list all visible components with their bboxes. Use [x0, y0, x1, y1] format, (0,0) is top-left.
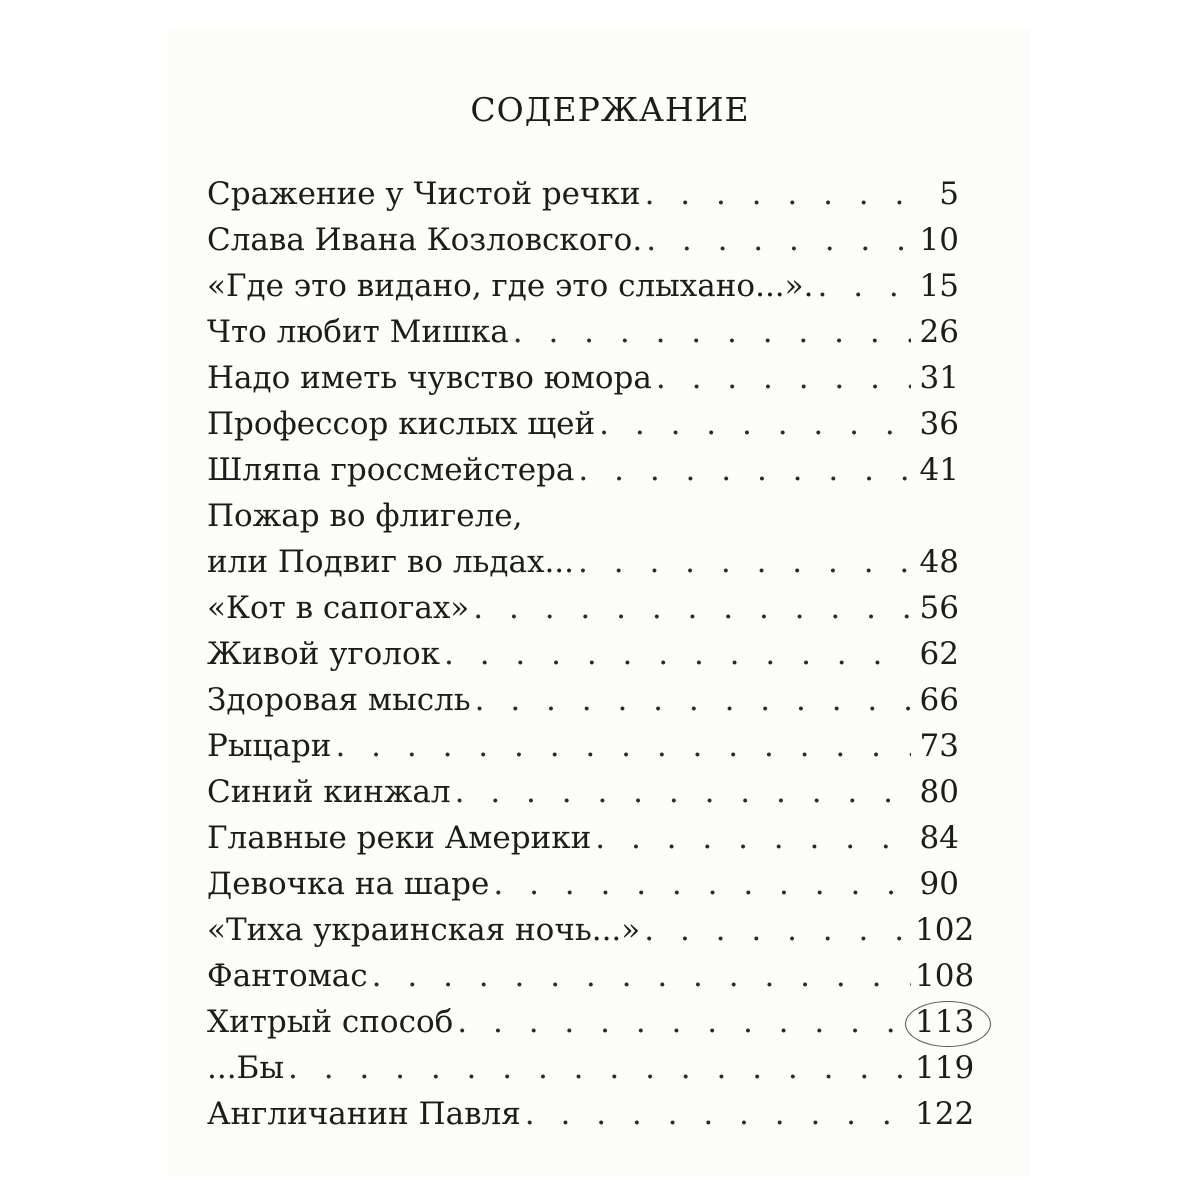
toc-entry	[207, 999, 975, 1045]
toc-entry	[207, 355, 959, 401]
entry-title: Хитрый способ	[207, 1004, 454, 1040]
entry-title: Надо иметь чувство юмора	[207, 360, 652, 396]
entry-title: или Подвиг во льдах...	[207, 544, 575, 580]
entry-title: «Тиха украинская ночь...»	[207, 912, 641, 948]
toc-entry	[207, 861, 959, 907]
dot-leader	[644, 907, 911, 953]
entry-title: Профессор кислых щей	[207, 406, 596, 442]
entry-title: Девочка на шаре	[207, 866, 490, 902]
entry-title: Главные реки Америки	[207, 820, 592, 856]
toc-entry	[207, 585, 959, 631]
dot-leader	[513, 309, 911, 355]
toc-entry	[207, 171, 959, 217]
page-number: 73	[919, 728, 959, 764]
entry-title: Живой уголок	[207, 636, 440, 672]
entry-title: Рыцари	[207, 728, 332, 764]
page-number: 84	[919, 820, 959, 856]
entry-title: Англичанин Павля	[207, 1096, 521, 1132]
toc-entry	[207, 447, 959, 493]
page-title: СОДЕРЖАНИЕ	[470, 90, 750, 129]
toc-entry	[207, 907, 975, 953]
page-number: 48	[919, 544, 959, 580]
dot-leader	[455, 769, 911, 815]
entry-title: Шляпа гроссмейстера	[207, 452, 575, 488]
page-number: 15	[919, 268, 959, 304]
page-number: 26	[919, 314, 959, 350]
entry-title: «Кот в сапогах»	[207, 590, 470, 626]
page-number: 10	[919, 222, 959, 258]
entry-title: Что любит Мишка	[207, 314, 509, 350]
page-number: 80	[919, 774, 959, 810]
page-number: 62	[919, 636, 959, 672]
entry-title: Синий кинжал	[207, 774, 451, 810]
toc-entry	[207, 1091, 975, 1137]
toc-entry	[207, 401, 959, 447]
dot-leader	[473, 585, 911, 631]
page-number: 119	[915, 1050, 975, 1086]
dot-leader	[578, 539, 911, 585]
dot-leader	[578, 447, 911, 493]
entry-title: «Где это видано, где это слыхано...».	[207, 268, 814, 304]
toc-entry	[207, 309, 959, 355]
dot-leader	[817, 263, 911, 309]
page-number: 36	[919, 406, 959, 442]
toc-entry	[207, 631, 959, 677]
dot-leader	[525, 1091, 911, 1137]
dot-leader	[493, 861, 911, 907]
dot-leader	[288, 1045, 911, 1091]
dot-leader	[444, 631, 911, 677]
entry-title: ...Бы	[207, 1050, 285, 1086]
page-number: 122	[915, 1096, 975, 1132]
dot-leader	[457, 999, 911, 1045]
toc-entry	[207, 1045, 975, 1091]
dot-leader	[475, 677, 911, 723]
toc-entry	[207, 953, 975, 999]
page-number: 102	[915, 912, 975, 948]
page-number: 108	[915, 958, 975, 994]
dot-leader	[372, 953, 911, 999]
toc-entry	[207, 217, 959, 263]
toc-entry	[207, 263, 959, 309]
page-number: 5	[939, 176, 959, 212]
toc-entry	[207, 493, 959, 585]
dot-leader	[599, 401, 911, 447]
toc-entry	[207, 815, 959, 861]
entry-title: Слава Ивана Козловского.	[207, 222, 643, 258]
dot-leader	[645, 171, 911, 217]
circled-page-number: 113	[915, 999, 959, 1045]
entry-title: Сражение у Чистой речки	[207, 176, 641, 212]
page-number: 66	[919, 682, 959, 718]
toc-entry	[207, 769, 959, 815]
toc-entry	[207, 723, 959, 769]
page-number: 41	[919, 452, 959, 488]
dot-leader	[646, 217, 911, 263]
entry-title-line1: Пожар во флигеле,	[207, 498, 523, 534]
toc-entry	[207, 677, 959, 723]
dot-leader	[595, 815, 911, 861]
page-number: 56	[919, 590, 959, 626]
page-number: 31	[919, 360, 959, 396]
page-number: 90	[919, 866, 959, 902]
table-of-contents	[207, 171, 975, 1137]
dot-leader	[656, 355, 911, 401]
entry-title: Фантомас	[207, 958, 368, 994]
dot-leader	[335, 723, 911, 769]
entry-title: Здоровая мысль	[207, 682, 471, 718]
